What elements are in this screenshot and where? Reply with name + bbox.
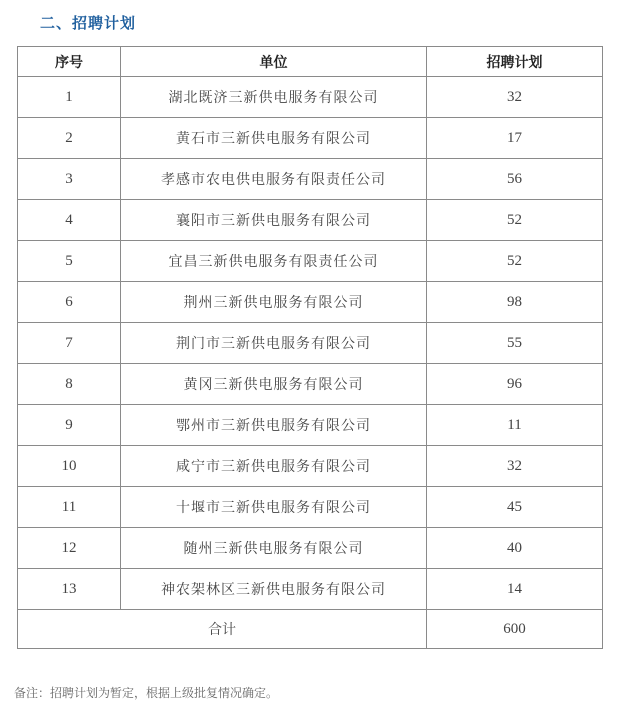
row-plan: 32 [427,77,603,118]
row-number: 13 [18,569,121,610]
total-row [18,610,603,649]
row-number: 10 [18,446,121,487]
row-plan: 98 [427,282,603,323]
table-row [18,77,603,118]
row-unit: 十堰市三新供电服务有限公司 [121,487,427,528]
row-plan: 11 [427,405,603,446]
row-plan: 45 [427,487,603,528]
row-unit: 襄阳市三新供电服务有限公司 [121,200,427,241]
table-row [18,446,603,487]
table-row [18,528,603,569]
row-unit: 黄石市三新供电服务有限公司 [121,118,427,159]
row-unit: 荆州三新供电服务有限公司 [121,282,427,323]
table-row [18,569,603,610]
row-unit: 荆门市三新供电服务有限公司 [121,323,427,364]
table-body [18,77,603,649]
row-plan: 40 [427,528,603,569]
row-number: 4 [18,200,121,241]
table-row [18,405,603,446]
footnote: 备注：招聘计划为暂定，根据上级批复情况确定。 [14,686,279,700]
row-plan: 14 [427,569,603,610]
table-row [18,200,603,241]
row-plan: 52 [427,200,603,241]
section-title: 二、招聘计划 [40,14,137,32]
table-header-row [18,47,603,77]
row-number: 11 [18,487,121,528]
row-plan: 52 [427,241,603,282]
total-plan: 600 [427,610,603,649]
row-unit: 神农架林区三新供电服务有限公司 [121,569,427,610]
row-unit: 鄂州市三新供电服务有限公司 [121,405,427,446]
header-unit: 单位 [121,47,427,77]
row-number: 1 [18,77,121,118]
row-unit: 湖北既济三新供电服务有限公司 [121,77,427,118]
table-row [18,364,603,405]
row-plan: 56 [427,159,603,200]
header-plan: 招聘计划 [427,47,603,77]
row-number: 9 [18,405,121,446]
row-plan: 55 [427,323,603,364]
row-plan: 17 [427,118,603,159]
row-plan: 32 [427,446,603,487]
total-label: 合计 [18,610,427,649]
table-row [18,159,603,200]
row-plan: 96 [427,364,603,405]
header-number: 序号 [18,47,121,77]
row-unit: 孝感市农电供电服务有限责任公司 [121,159,427,200]
table-row [18,282,603,323]
row-unit: 咸宁市三新供电服务有限公司 [121,446,427,487]
row-unit: 黄冈三新供电服务有限公司 [121,364,427,405]
table-row [18,118,603,159]
row-number: 8 [18,364,121,405]
table-row [18,487,603,528]
row-number: 3 [18,159,121,200]
recruitment-plan-table [17,46,603,649]
row-unit: 随州三新供电服务有限公司 [121,528,427,569]
table-row [18,323,603,364]
table-row [18,241,603,282]
row-number: 12 [18,528,121,569]
row-number: 2 [18,118,121,159]
row-number: 7 [18,323,121,364]
row-number: 6 [18,282,121,323]
row-number: 5 [18,241,121,282]
row-unit: 宜昌三新供电服务有限责任公司 [121,241,427,282]
